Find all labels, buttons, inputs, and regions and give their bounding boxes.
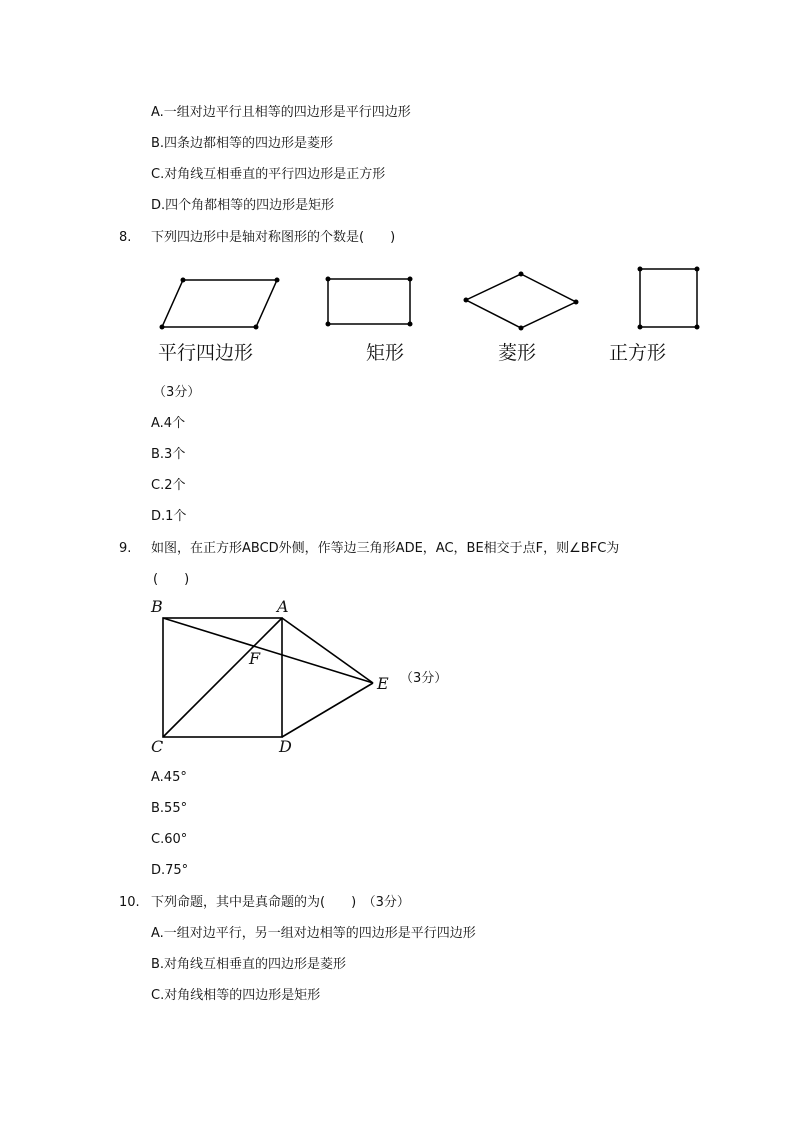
q8-number: 8. [119,230,132,245]
segment-de [282,683,373,737]
shape-label-rectangle: 矩形 [366,342,405,364]
segment-ae [282,618,373,683]
vertex-label-e: E [377,674,389,693]
point-label-f: F [249,649,261,668]
q9-question-text: 如图，在正方形ABCD外侧，作等边三角形ADE，AC，BE相交于点F，则∠BFC为 [151,541,620,556]
q8-question-text: 下列四边形中是轴对称图形的个数是( ) [151,230,396,245]
q8-option-d: D.1个 [151,509,187,524]
q10-option-c: C.对角线相等的四边形是矩形 [151,988,321,1003]
q7-option-d: D.四个角都相等的四边形是矩形 [151,198,335,213]
q8-option-c: C.2个 [151,478,186,493]
q9-option-b: B.55° [151,801,188,816]
q7-option-b: B.四条边都相等的四边形是菱形 [151,136,334,151]
q10-number: 10. [119,895,140,910]
q7-option-c: C.对角线互相垂直的平行四边形是正方形 [151,167,386,182]
q10-question-text: 下列命题，其中是真命题的为( ) （3分） [151,895,410,910]
q9-option-d: D.75° [151,863,189,878]
q10-option-b: B.对角线互相垂直的四边形是菱形 [151,957,347,972]
shape-label-square: 正方形 [609,342,667,364]
q10-option-a: A.一组对边平行，另一组对边相等的四边形是平行四边形 [151,926,476,941]
vertex-label-a: A [277,597,289,616]
q9-option-a: A.45° [151,770,187,785]
q9-option-c: C.60° [151,832,188,847]
q8-option-b: B.3个 [151,447,186,462]
q9-score: （3分） [400,671,448,686]
q8-score: （3分） [153,385,201,400]
vertex-label-c: C [151,737,164,756]
q7-option-a: A.一组对边平行且相等的四边形是平行四边形 [151,105,411,120]
segment-be [163,618,373,683]
vertex-label-d: D [279,737,292,756]
shape-label-rhombus: 菱形 [498,342,537,364]
vertex-label-b: B [151,597,163,616]
q8-option-a: A.4个 [151,416,186,431]
shape-label-parallelogram: 平行四边形 [158,342,254,364]
q9-number: 9. [119,541,132,556]
q9-answer-paren: ( ) [153,572,190,587]
